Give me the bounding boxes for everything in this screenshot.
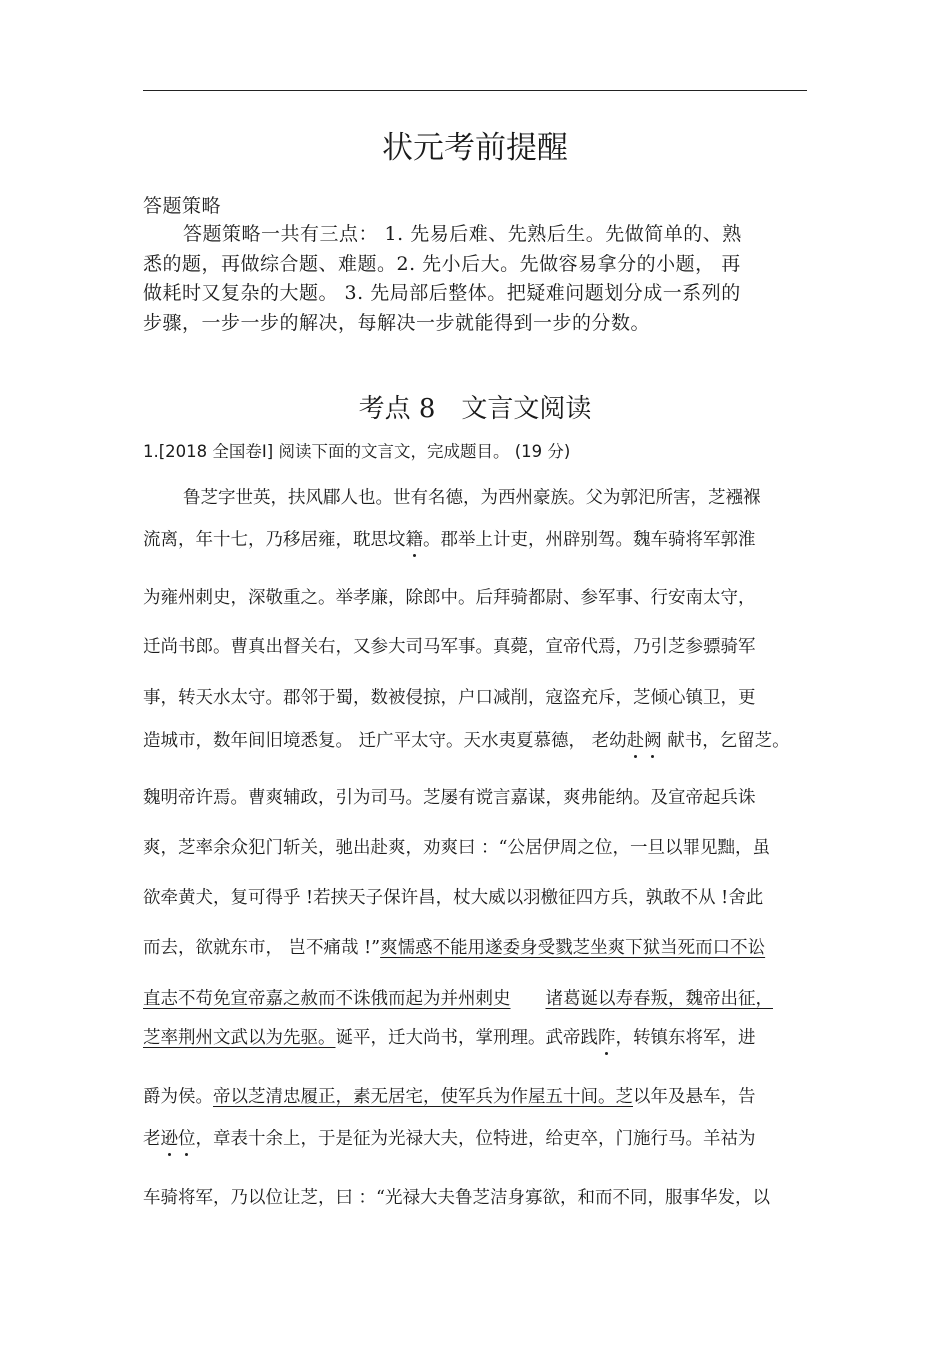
- passage-line-8: 爽，芝率余众犯门斩关，驰出赴爽，劝爽曰 ：“公居伊周之位，一旦以罪见黜，虽: [143, 838, 771, 858]
- passage-text: 爵为侯。: [143, 1087, 213, 1107]
- passage-line-2: [143, 526, 807, 551]
- passage-line-11: [143, 985, 807, 1010]
- passage-text: ，转镇东将军，进: [615, 1028, 756, 1048]
- marked-word: 位: [178, 1129, 196, 1149]
- marked-word: 逊: [160, 1129, 178, 1149]
- marked-word: 籍: [405, 530, 423, 550]
- passage-text: 造城市，数年间旧境悉复。 迁广平太守。天水夷夏慕德， 老幼: [143, 731, 627, 751]
- passage-line-4: 迁尚书郎。曹真出督关右，又参大司马军事。真薨，宣帝代焉，乃引芝参骠骑军: [143, 637, 756, 657]
- passage-line-3: 为雍州刺史，深敬重之。举孝廉，除郎中。后拜骑都尉、参军事、行安南太守，: [143, 588, 756, 608]
- passage-line-14: [143, 1125, 807, 1150]
- underlined-sentence: 芝率荆州文武以为先驱。: [143, 1028, 336, 1048]
- underlined-sentence: 帝以芝清忠履正，素无居宅，使军兵为作屋五十间。芝: [213, 1087, 633, 1107]
- question-header: 1.[2018 全国卷Ⅰ] 阅读下面的文言文，完成题目。 (19 分): [143, 442, 571, 461]
- strategy-line-3: 做耗时又复杂的大题。 3. 先局部后整体。把疑难问题划分成一系列的: [143, 282, 741, 304]
- section-title: 考点 8 文言文阅读: [358, 394, 592, 424]
- marked-word: 赴: [626, 731, 645, 751]
- page-title: 状元考前提醒: [382, 130, 568, 166]
- passage-line-12: [143, 1024, 807, 1049]
- passage-text: ，章表十余上，于是征为光禄大夫，位特进，给吏卒，门施行马。羊祜为: [195, 1129, 756, 1149]
- passage-text: 而去，欲就东市， 岂不痛哉 !”: [143, 938, 381, 958]
- passage-line-9: 欲牵黄犬，复可得乎 !若挟天子保许昌，杖大威以羽檄征四方兵，孰敢不从 !舍此: [143, 888, 764, 908]
- strategy-heading: 答题策略: [143, 195, 222, 217]
- underlined-sentence: 直志不苟免宣帝嘉之赦而不诛俄而起为并州刺史: [143, 989, 511, 1009]
- passage-text: 老: [143, 1129, 161, 1149]
- passage-line-15: 车骑将军，乃以位让芝，曰 ：“光禄大夫鲁芝洁身寡欲，和而不同，服事华发，以: [143, 1188, 771, 1208]
- passage-text: 。郡举上计吏，州辟别驾。魏车骑将军郭淮: [423, 530, 756, 550]
- underlined-sentence: 爽懦惑不能用遂委身受戮芝坐爽下狱当死而口不讼: [380, 938, 766, 958]
- passage-text: 诞平，迁大尚书，掌刑理。武帝践: [335, 1028, 598, 1048]
- passage-line-6: [143, 727, 807, 752]
- passage-line-1: 鲁芝字世英，扶风郿人也。世有名德，为西州豪族。父为郭汜所害，芝襁褓: [183, 488, 761, 508]
- passage-text: 流离，年十七，乃移居雍，耽思坟: [143, 530, 406, 550]
- strategy-line-4: 步骤，一步一步的解决，每解决一步就能得到一步的分数。: [143, 312, 651, 334]
- passage-line-10: [143, 934, 807, 959]
- underlined-sentence: 诸葛诞以寿春叛，魏帝出征，: [545, 989, 773, 1009]
- header-rule: [143, 90, 807, 91]
- strategy-line-1: 答题策略一共有三点： 1. 先易后难、先熟后生。先做简单的、熟: [183, 223, 742, 245]
- passage-text: 献书，乞留芝。: [661, 731, 790, 751]
- passage-line-13: [143, 1083, 807, 1108]
- marked-word: 阙: [644, 731, 662, 751]
- passage-line-5: 事，转天水太守。郡邻于蜀，数被侵掠，户口减削，寇盗充斥，芝倾心镇卫，更: [143, 688, 756, 708]
- passage-text: 以年及悬车，告: [633, 1087, 756, 1107]
- passage-line-7: 魏明帝许焉。曹爽辅政，引为司马。芝屡有谠言嘉谋，爽弗能纳。及宣帝起兵诛: [143, 788, 756, 808]
- strategy-line-2: 悉的题，再做综合题、难题。2. 先小后大。先做容易拿分的小题， 再: [143, 253, 741, 275]
- marked-word: 阼: [598, 1028, 616, 1048]
